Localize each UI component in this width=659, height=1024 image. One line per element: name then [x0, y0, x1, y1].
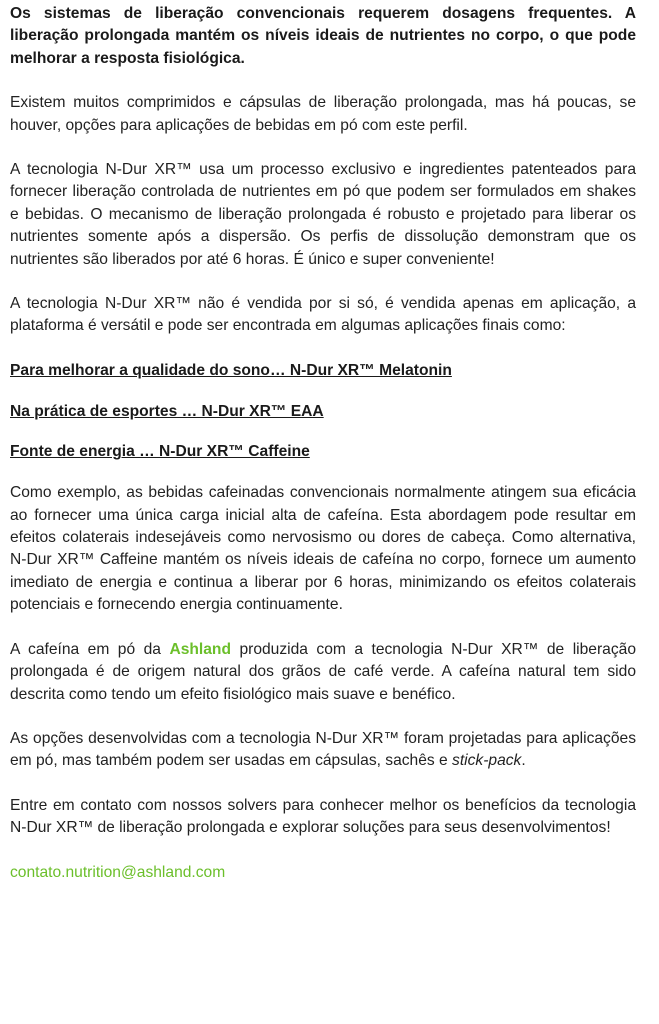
link-caffeine[interactable]: Fonte de energia … N-Dur XR™ Caffeine [10, 443, 310, 461]
link-melatonin[interactable]: Para melhorar a qualidade do sono… N-Dur XR™ Melatonin [10, 361, 452, 379]
paragraph-technology: A tecnologia N-Dur XR™ usa um processo exclusivo e ingredientes patenteados para fornecer liberação controlada de nutrientes em pó que podem ser formulados em shakes e bebidas. O mecanismo de liberação prolongada é robusto e projetado para liberar os nutrientes somente após a dispersão. Os perfis de dissolução demonstram que os nutrientes são liberados por até 6 horas. É único e super conveniente! [10, 161, 636, 268]
stick-pack-term: stick-pack [452, 752, 522, 770]
ashland-brand: Ashland [169, 640, 231, 658]
paragraph-ashland-caffeine [10, 639, 636, 706]
paragraph-example: Como exemplo, as bebidas cafeinadas convencionais normalmente atingem sua eficácia ao fornecer uma única carga inicial alta de cafeína. Esta abordagem pode resultar em efeitos colaterais indesejáveis como nervosismo ou dores de cabeça. Como alternativa, N-Dur XR™ Caffeine mantém os níveis ideais de cafeína no corpo, fornece um aumento imediato de energia e continua a liberar por 6 horas, minimizando os efeitos colaterais potenciais e fornecendo energia continuamente. [10, 484, 636, 614]
p5-after: produzida com a tecnologia N-Dur XR™ de liberação prolongada é de origem natural dos grãos de café verde. A cafeína natural tem sido descrita como tendo um efeito fisiológico mais suave e benéfico. [10, 640, 636, 703]
link-eaa[interactable]: Na prática de esportes … N-Dur XR™ EAA [10, 402, 324, 420]
lead-paragraph: Os sistemas de liberação convencionais requerem dosagens frequentes. A liberação prolongada mantém os níveis ideais de nutrientes no corpo, o que pode melhorar a resposta fisiológica. [10, 5, 636, 67]
p6-text: As opções desenvolvidas com a tecnologia N-Dur XR™ foram projetadas para aplicações em pó, mas também podem ser usadas em cápsulas, sachês e [10, 729, 636, 770]
contact-email-line [10, 862, 636, 884]
paragraph-availability: Existem muitos comprimidos e cápsulas de liberação prolongada, mas há poucas, se houver, opções para aplicações de bebidas em pó com este perfil. [10, 94, 636, 134]
p6-end: . [521, 752, 526, 770]
paragraph-platform: A tecnologia N-Dur XR™ não é vendida por si só, é vendida apenas em aplicação, a plataforma é versátil e pode ser encontrada em algumas aplicações finais como: [10, 295, 636, 335]
paragraph-contact: Entre em contato com nossos solvers para conhecer melhor os benefícios da tecnologia N-Dur XR™ de liberação prolongada e explorar soluções para seus desenvolvimentos! [10, 796, 636, 837]
paragraph-applications [10, 728, 636, 773]
p5-before: A cafeína em pó da [10, 640, 170, 658]
contact-email-link[interactable]: contato.nutrition@ashland.com [10, 863, 226, 881]
